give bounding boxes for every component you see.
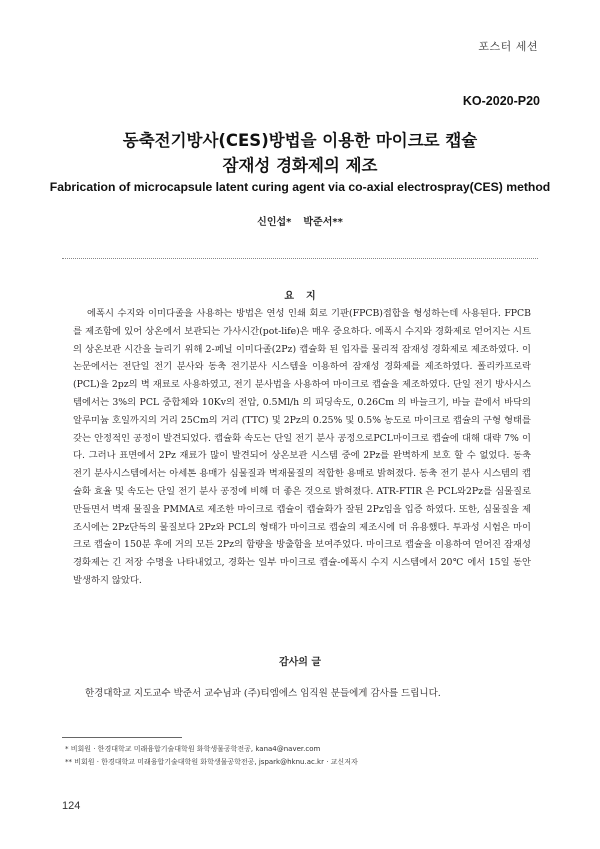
abstract-heading-char2: 지 — [306, 291, 316, 302]
abstract-heading-char1: 요 — [284, 291, 294, 302]
footnote-author-1: * 비회원 · 한경대학교 미래융합기술대학원 화학생물공학전공, kana4@naver.com — [65, 745, 321, 753]
header-divider — [62, 258, 538, 259]
abstract-body: 에폭시 수지와 이미다졸을 사용하는 방법은 연성 인쇄 회로 기판(FPCB)접합을 형성하는데 사용된다. FPCB를 제조함에 있어 상온에서 보관되는 가사시간(pot-life)은 매우 중요하다. 에폭시 수지와 경화제로 얻어지는 시트의 상온보관 시간을 늘리기 위해 2-페닐 이미다졸(2Pz) 캡슐화 된 입자를 물리적 잠재성 경화제로 제조하였다. 이 논문에서는 전단일 전기 분사와 동축 전기분사 시스템을 이용하여 잠재성 경화제를 제조하였다. 폴리카프로락 (PCL)을 2pz의 벽 재료로 사용하였고, 전기 분사법을 사용하여 마이크로 캡슐을 제조하였다. 단일 전기 방사시스템에서는 3%의 PCL 중합체와 10Kv의 전압, 0.5Ml/h 의 피딩속도, 0.26Cm 의 바늘크기, 바늘 끝에서 바닥의 알루미늄 호일까지의 거리 25Cm의 거리 (TTC) 및 2Pz의 0.25% 및 0.5% 농도로 마이크로 캡슐의 구형 형태를 갖는 안정적인 공정이 발견되었다. 캡슐화 속도는 단일 전기 분사 공정으로PCL마이크로 캡슐에 대해 대략 7% 이다. 그러나 표면에서 2Pz 재료가 많이 발견되어 상온보관 시스템 중에 2Pz를 완벽하게 보호 할 수 없었다. 동축 전기 분사시스템에서는 아세톤 용매가 심물질과 벽재물질의 적합한 용매로 밝혀졌다. 동축 전기 분사 시스템의 캡슐화 효율 및 속도는 단일 전기 분사 공정에 비해 더 좋은 것으로 밝혀졌다. ATR-FTIR 은 PCL와2Pz를 심물질로 만들면서 벽재 물질을 PMMA로 제조한 마이크로 캡슐이 캡슐화가 잘된 2Pz임을 입증 하였다. 또한, 심물질을 제조시에는 2Pz단독의 물질보다 2Pz와 PCL의 형태가 마이크로 캡슐의 제조시에 더 유용했다. 투과성 시험은 마이크로 캡슐이 150분 후에 거의 모든 2Pz의 함량을 방출함을 보여주었다. 마이크로 캡슐을 이용하여 얻어진 잠재성 경화제는 긴 저장 수명을 나타내었고, 경화는 일부 마이크로 캡슐-에폭시 수지 시스템에서 20℃ 에서 15일 동안 발생하지 않았다. — [73, 308, 531, 586]
paper-code: KO-2020-P20 — [462, 94, 540, 108]
acknowledgement-heading: 감사의 글 — [278, 657, 322, 668]
english-title: Fabrication of microcapsule latent curing agent via co-axial electrospray(CES) method — [49, 180, 551, 194]
author-2: 박준서** — [303, 217, 343, 228]
author-1: 신인섭* — [257, 217, 292, 228]
footnote-author-2: ** 비회원 · 한경대학교 미래융합기술대학원 화학생물공학전공, jspark@hknu.ac.kr · 교신저자 — [65, 758, 358, 766]
footnote-rule — [62, 737, 182, 738]
korean-title-line2: 잠재성 경화제의 제조 — [222, 156, 378, 175]
page-number: 124 — [62, 800, 81, 812]
acknowledgement-body: 한경대학교 지도교수 박준서 교수님과 (주)티엠에스 임직원 분들에게 감사를 드립니다. — [85, 688, 441, 699]
korean-title — [0, 128, 600, 178]
korean-title-line1: 동축전기방사(CES)방법을 이용한 마이크로 캡슐 — [122, 131, 478, 150]
author-list — [0, 213, 600, 228]
abstract-heading — [0, 287, 600, 302]
section-label: 포스터 세션 — [478, 40, 538, 53]
